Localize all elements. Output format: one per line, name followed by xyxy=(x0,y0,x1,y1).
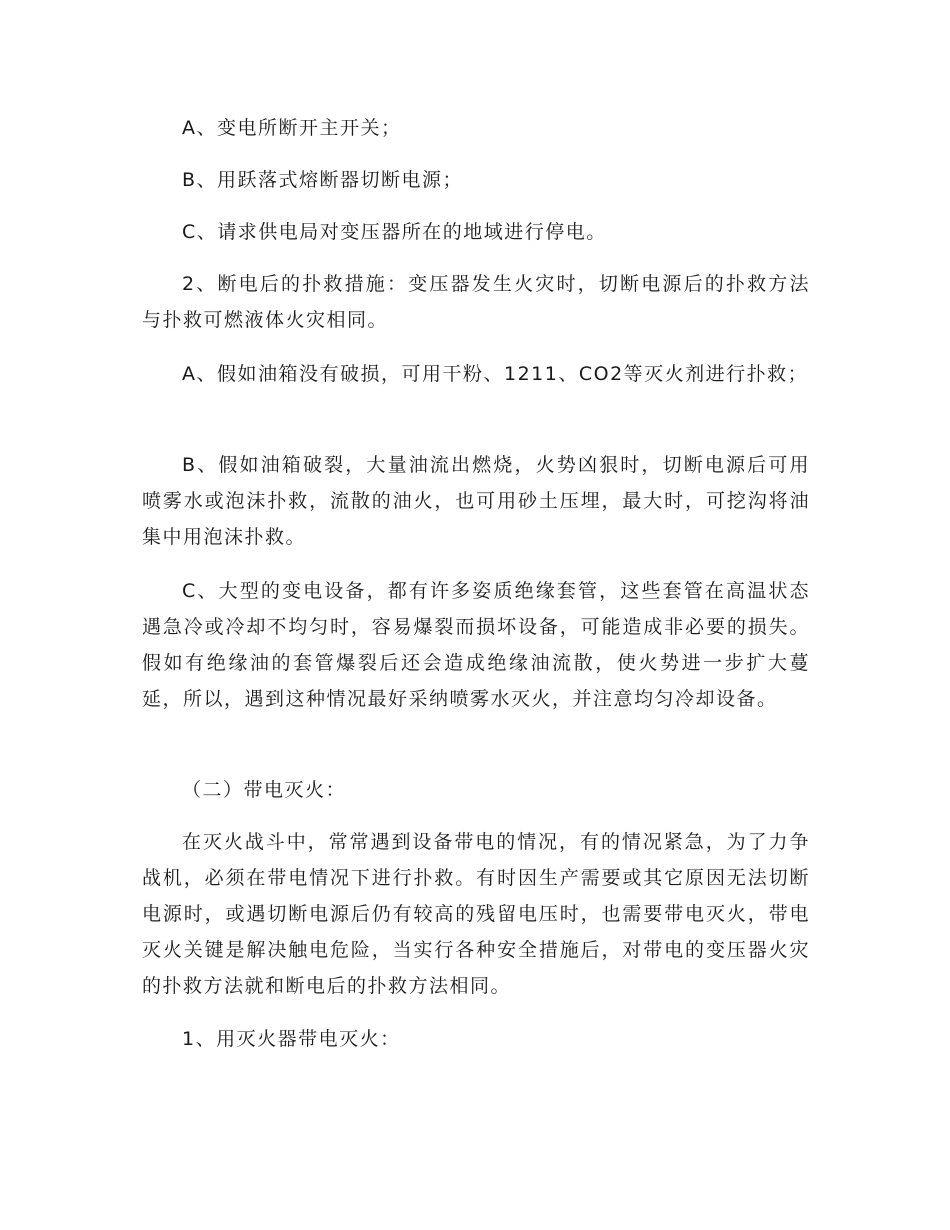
paragraph-tank-intact: A、假如油箱没有破损，可用干粉、1211、CO2等灭火剂进行扑救； xyxy=(182,363,809,385)
paragraph-option-b-drop-out-fuse: B、用跃落式熔断器切断电源； xyxy=(182,169,464,191)
paragraph-live-firefighting-intro: 在灭火战斗中，常常遇到设备带电的情况，有的情况紧急，为了力争战机，必须在带电情况下进行扑救。有时因生产需要或其它原因无法切断电源时，或遇切断电源后仍有较高的残留电压时，也需要带电灭火，带电灭火关键是解决触电危险，当实行各种安全措施后，对带电的变压器火灾的扑救方法就和断电后的扑救方法相同。 xyxy=(142,831,810,997)
paragraph-large-equipment-bushings: C、大型的变电设备，都有许多姿质绝缘套管，这些套管在高温状态遇急冷或冷却不均匀时，容易爆裂而损坏设备，可能造成非必要的损失。假如有绝缘油的套管爆裂后还会造成绝缘油流散，使火势进一步扩大蔓延，所以，遇到这种情况最好采纳喷雾水灭火，并注意均匀冷却设备。 xyxy=(142,580,810,710)
paragraph-extinguisher-live: 1、用灭火器带电灭火： xyxy=(182,1028,401,1050)
paragraph-tank-ruptured: B、假如油箱破裂，大量油流出燃烧，火势凶狠时，切断电源后可用喷雾水或泡沫扑救，流散的油火，也可用砂土压埋，最大时，可挖沟将油集中用泡沫扑救。 xyxy=(142,454,810,548)
paragraph-option-a-disconnect-main-switch: A、变电所断开主开关； xyxy=(182,117,402,139)
paragraph-post-outage-measures: 2、断电后的扑救措施：变压器发生火灾时，切断电源后的扑救方法与扑救可燃液体火灾相同。 xyxy=(142,273,810,331)
section-heading-live-firefighting: （二）带电灭火： xyxy=(182,779,347,801)
paragraph-option-c-request-outage: C、请求供电局对变压器所在的地域进行停电。 xyxy=(182,221,607,243)
